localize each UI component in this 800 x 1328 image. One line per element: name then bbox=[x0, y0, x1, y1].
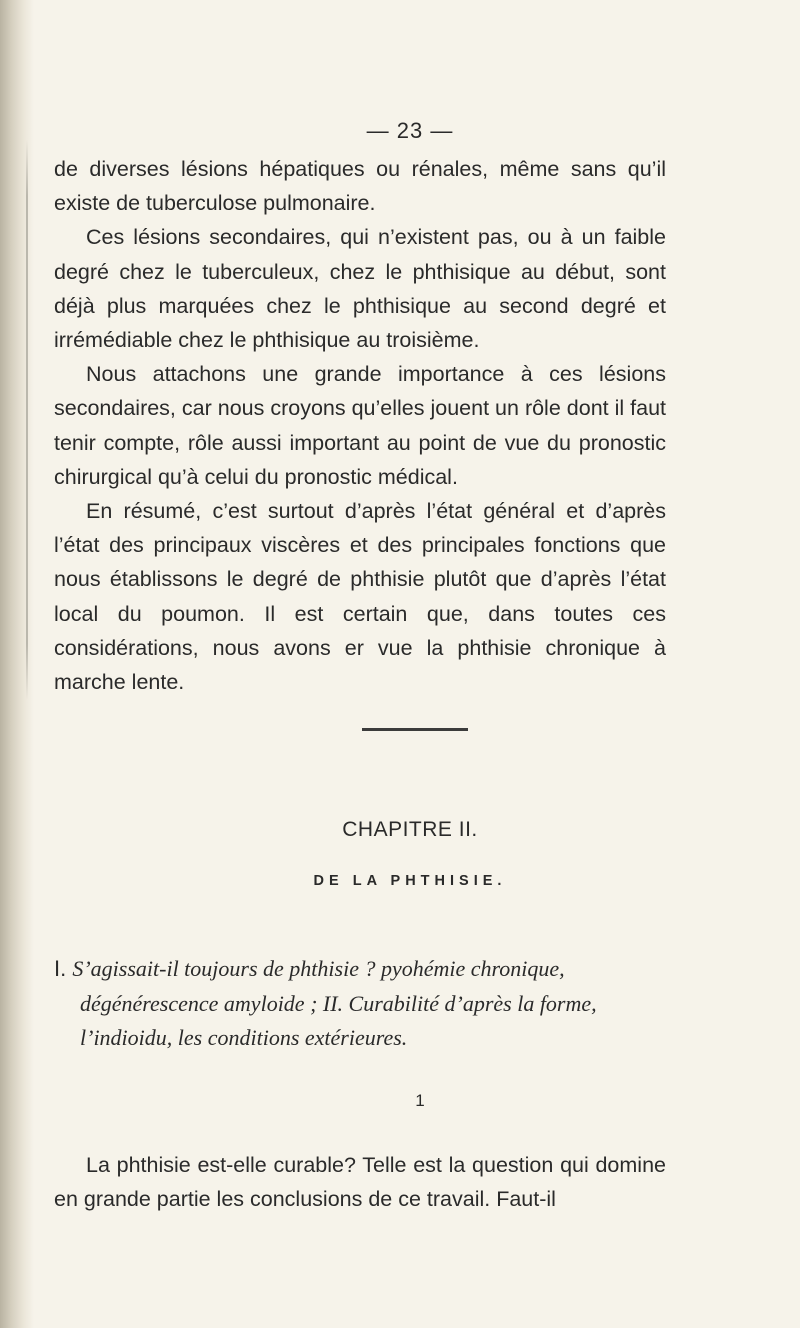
section-divider bbox=[362, 728, 468, 731]
summary-continuation: dégénérescence amyloide ; II. Curabilité d’après la forme, l’indioidu, les conditions extérieures. bbox=[80, 990, 597, 1050]
page-gutter bbox=[0, 0, 34, 1328]
body-text bbox=[54, 152, 666, 699]
page-number: — 23 — bbox=[366, 118, 454, 143]
chapter-subtitle: DE LA PHTHISIE. bbox=[313, 873, 507, 889]
paragraph: de diverses lésions hépatiques ou rénales, même sans qu’il existe de tuberculose pulmonaire. bbox=[54, 157, 666, 216]
paragraph: Nous attachons une grande importance à ces lésions secondaires, car nous croyons qu’elles jouent un rôle dont il faut tenir compte, rôle aussi important au point de vue du pronostic chirurgical qu’à celui du pronostic médical. bbox=[54, 362, 666, 489]
paragraph: La phthisie est-elle curable? Telle est la question qui domine en grande partie les conclusions de ce travail. Faut-il bbox=[54, 1153, 666, 1212]
section-number: 1 bbox=[415, 1091, 425, 1110]
chapter-summary bbox=[54, 952, 666, 1056]
paragraph: En résumé, c’est surtout d’après l’état général et d’après l’état des principaux viscères et des principales fonctions que nous établissons le degré de phthisie plutôt que d’après l’état local du poumon. Il est certain que, dans toutes ces considérations, nous avons er vue la phthisie chronique à marche lente. bbox=[54, 499, 666, 695]
binding-shadow bbox=[26, 140, 28, 700]
paragraph: Ces lésions secondaires, qui n’existent pas, ou à un faible degré chez le tuberculeux, chez le phthisique au début, sont déjà plus marquées chez le phthisique au second degré et irrémédiable chez le phthisique au troisième. bbox=[54, 225, 666, 353]
chapter-title: CHAPITRE II. bbox=[342, 818, 478, 841]
summary-lead: I. bbox=[54, 956, 73, 981]
summary-first-line: S’agissait-il toujours de phthisie ? pyohémie chronique, bbox=[72, 956, 565, 981]
body-text-continued bbox=[54, 1148, 666, 1216]
